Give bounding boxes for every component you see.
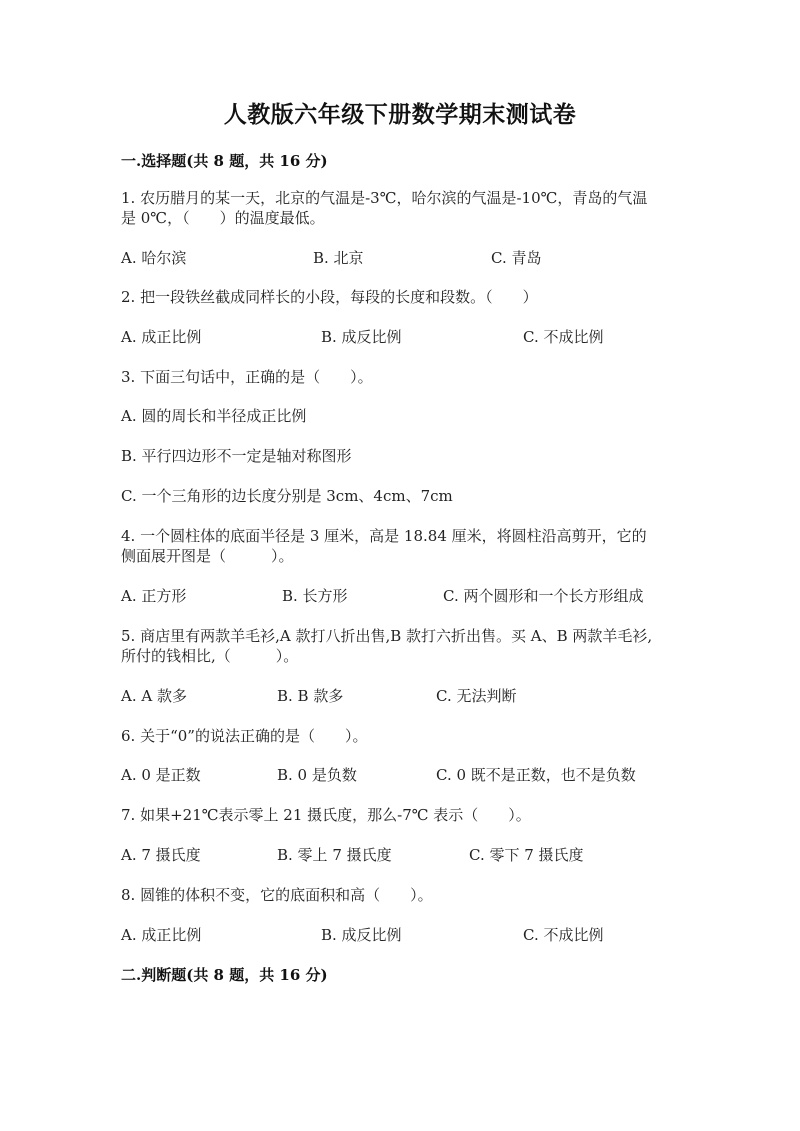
- question-4-option-b: B. 长方形: [282, 587, 348, 605]
- section-heading-multiple-choice: 一.选择题(共 8 题，共 16 分): [121, 152, 328, 170]
- question-2-option-c: C. 不成比例: [523, 328, 604, 346]
- question-4-text-cont: 侧面展开图是（ ）。: [121, 547, 294, 565]
- question-2-text: 2. 把一段铁丝截成同样长的小段，每段的长度和段数。（ ）: [121, 288, 538, 306]
- question-1-text: 1. 农历腊月的某一天，北京的气温是-3℃，哈尔滨的气温是-10℃，青岛的气温: [121, 189, 648, 207]
- question-1-text-cont: 是 0℃，（ ）的温度最低。: [121, 209, 325, 227]
- question-5-text: 5. 商店里有两款羊毛衫,A 款打八折出售,B 款打六折出售。买 A、B 两款羊毛衫,: [121, 627, 653, 645]
- question-5-option-c: C. 无法判断: [436, 687, 517, 705]
- question-4-option-a: A. 正方形: [121, 587, 187, 605]
- question-2-option-b: B. 成反比例: [321, 328, 402, 346]
- question-7-option-a: A. 7 摄氏度: [121, 846, 201, 864]
- question-8-option-a: A. 成正比例: [121, 926, 202, 944]
- question-8-option-c: C. 不成比例: [523, 926, 604, 944]
- question-4-option-c: C. 两个圆形和一个长方形组成: [443, 587, 644, 605]
- question-1-option-c: C. 青岛: [491, 249, 542, 267]
- question-3-option-b: B. 平行四边形不一定是轴对称图形: [121, 447, 352, 465]
- question-6-text: 6. 关于“0”的说法正确的是（ ）。: [121, 727, 368, 745]
- question-5-text-cont: 所付的钱相比,（ ）。: [121, 647, 299, 665]
- question-8-option-b: B. 成反比例: [321, 926, 402, 944]
- question-5-option-a: A. A 款多: [121, 687, 187, 705]
- question-2-option-a: A. 成正比例: [121, 328, 202, 346]
- question-3-option-c: C. 一个三角形的边长度分别是 3cm、4cm、7cm: [121, 487, 453, 505]
- question-4-text: 4. 一个圆柱体的底面半径是 3 厘米，高是 18.84 厘米，将圆柱沿高剪开，它的: [121, 527, 647, 545]
- question-8-text: 8. 圆锥的体积不变，它的底面积和高（ ）。: [121, 886, 433, 904]
- question-3-option-a: A. 圆的周长和半径成正比例: [121, 407, 307, 425]
- question-3-text: 3. 下面三句话中，正确的是（ ）。: [121, 368, 373, 386]
- page-title: 人教版六年级下册数学期末测试卷: [223, 101, 577, 128]
- question-7-text: 7. 如果+21℃表示零上 21 摄氏度，那么-7℃ 表示（ ）。: [121, 806, 531, 824]
- question-6-option-b: B. 0 是负数: [277, 766, 357, 784]
- question-6-option-a: A. 0 是正数: [121, 766, 201, 784]
- section-heading-true-false: 二.判断题(共 8 题，共 16 分): [121, 966, 328, 984]
- question-1-option-a: A. 哈尔滨: [121, 249, 187, 267]
- question-6-option-c: C. 0 既不是正数，也不是负数: [436, 766, 636, 784]
- question-7-option-c: C. 零下 7 摄氏度: [469, 846, 584, 864]
- question-7-option-b: B. 零上 7 摄氏度: [277, 846, 392, 864]
- question-1-option-b: B. 北京: [313, 249, 364, 267]
- question-5-option-b: B. B 款多: [277, 687, 344, 705]
